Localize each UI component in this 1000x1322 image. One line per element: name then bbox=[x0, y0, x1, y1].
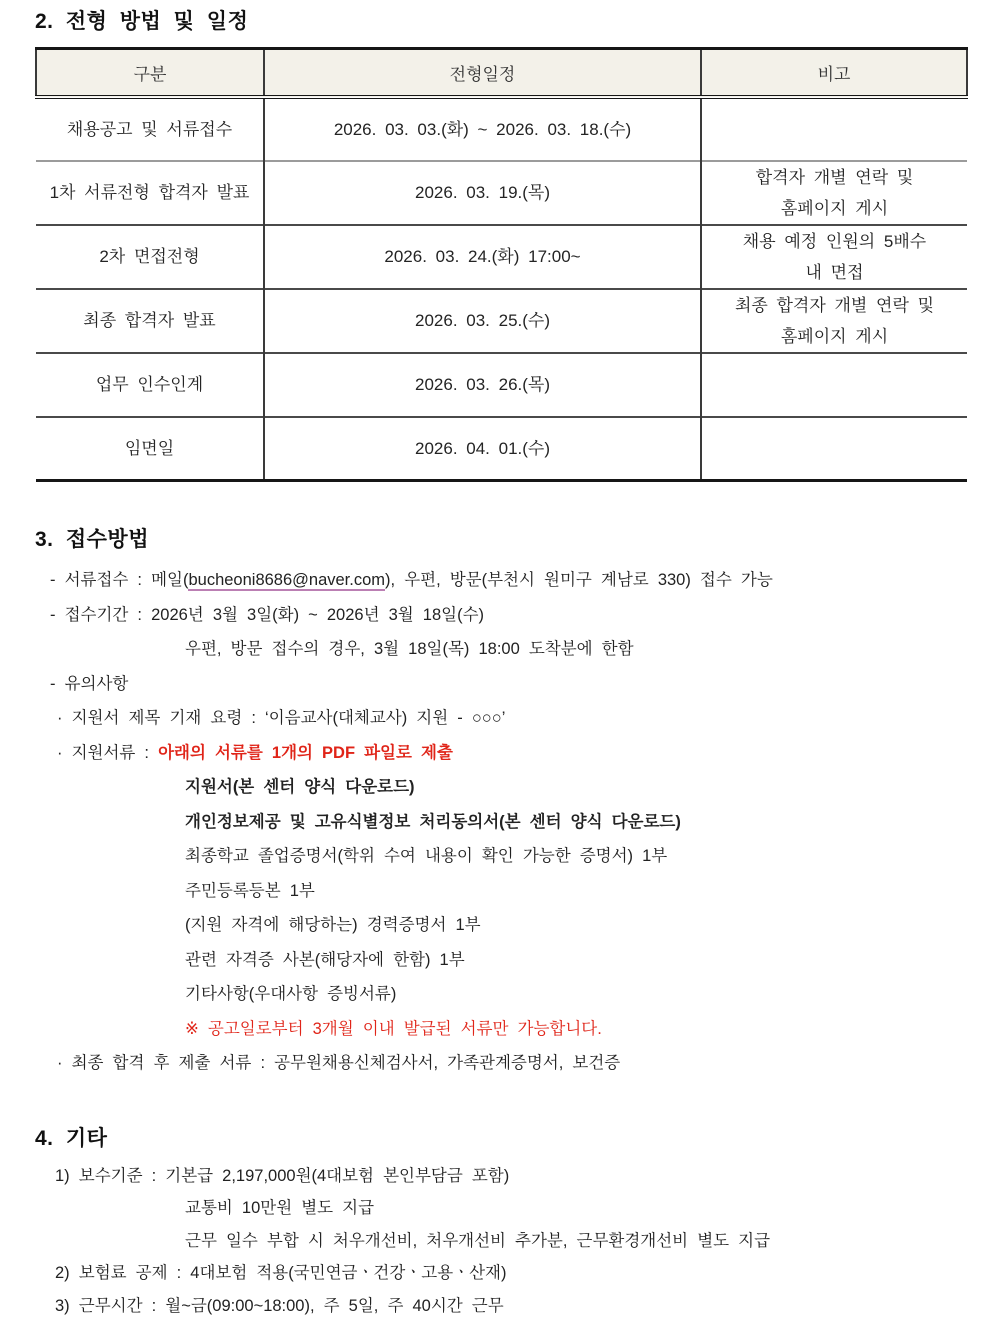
etc-item: 2) 보험료 공제 : 4대보험 적용(국민연금ㆍ건강ㆍ고용ㆍ산재) bbox=[35, 1257, 966, 1290]
doc-item: 주민등록등본 1부 bbox=[35, 874, 966, 909]
table-row bbox=[36, 161, 967, 225]
cell-schedule: 2026. 04. 01.(수) bbox=[264, 417, 701, 481]
col-header-category: 구분 bbox=[36, 49, 264, 97]
cell-note: 채용 예정 인원의 5배수 내 면접 bbox=[701, 225, 967, 289]
notice-label-line: - 유의사항 bbox=[35, 667, 966, 702]
etc-item: 1) 보수기준 : 기본급 2,197,000원(4대보험 본인부담금 포함) bbox=[35, 1160, 966, 1193]
doc-warning-line: ※ 공고일로부터 3개월 이내 발급된 서류만 가능합니다. bbox=[35, 1012, 966, 1047]
final-docs-line: · 최종 합격 후 제출 서류 : 공무원채용신체검사서, 가족관계증명서, 보건증 bbox=[35, 1046, 966, 1081]
table-header-row bbox=[36, 49, 967, 97]
receipt-method-line bbox=[35, 563, 966, 598]
receipt-prefix: - 서류접수 : 메일( bbox=[50, 571, 188, 589]
table-row bbox=[36, 289, 967, 353]
docs-highlight: 아래의 서류를 1개의 PDF 파일로 제출 bbox=[158, 744, 453, 762]
table-row bbox=[36, 97, 967, 161]
doc-item: (지원 자격에 해당하는) 경력증명서 1부 bbox=[35, 908, 966, 943]
etc-item-cont: 교통비 10만원 별도 지급 bbox=[35, 1192, 966, 1225]
cell-schedule: 2026. 03. 19.(목) bbox=[264, 161, 701, 225]
cell-schedule: 2026. 03. 26.(목) bbox=[264, 353, 701, 417]
title-guide-line: · 지원서 제목 기재 요령 : ‘이음교사(대체교사) 지원 - ○○○’ bbox=[35, 701, 966, 736]
cell-note bbox=[701, 417, 967, 481]
receipt-period-line: - 접수기간 : 2026년 3월 3일(화) ~ 2026년 3월 18일(수) bbox=[35, 598, 966, 633]
table-row bbox=[36, 353, 967, 417]
cell-note bbox=[701, 97, 967, 161]
cell-category: 2차 면접전형 bbox=[36, 225, 264, 289]
cell-note: 합격자 개별 연락 및 홈페이지 게시 bbox=[701, 161, 967, 225]
cell-schedule: 2026. 03. 03.(화) ~ 2026. 03. 18.(수) bbox=[264, 97, 701, 161]
doc-item: 관련 자격증 사본(해당자에 한함) 1부 bbox=[35, 943, 966, 978]
section-4-body bbox=[35, 1160, 966, 1322]
section-3-title: 3. 접수방법 bbox=[35, 526, 966, 554]
col-header-note: 비고 bbox=[701, 49, 967, 97]
table-row bbox=[36, 417, 967, 481]
docs-label: · 지원서류 : bbox=[57, 744, 158, 762]
section-2-title: 2. 전형 방법 및 일정 bbox=[35, 8, 966, 36]
doc-item: 기타사항(우대사항 증빙서류) bbox=[35, 977, 966, 1012]
schedule-table bbox=[35, 47, 968, 482]
section-3-body bbox=[35, 563, 966, 1081]
cell-schedule: 2026. 03. 25.(수) bbox=[264, 289, 701, 353]
etc-item: 3) 근무시간 : 월~금(09:00~18:00), 주 5일, 주 40시간 근무 bbox=[35, 1290, 966, 1322]
email-link[interactable]: bucheoni8686@naver.com bbox=[188, 571, 385, 591]
cell-note bbox=[701, 353, 967, 417]
cell-category: 1차 서류전형 합격자 발표 bbox=[36, 161, 264, 225]
receipt-suffix: ), 우편, 방문(부천시 원미구 계남로 330) 접수 가능 bbox=[385, 571, 773, 589]
etc-item-cont: 근무 일수 부합 시 처우개선비, 처우개선비 추가분, 근무환경개선비 별도 지급 bbox=[35, 1225, 966, 1258]
cell-category: 업무 인수인계 bbox=[36, 353, 264, 417]
section-4-title: 4. 기타 bbox=[35, 1125, 966, 1153]
cell-schedule: 2026. 03. 24.(화) 17:00~ bbox=[264, 225, 701, 289]
table-row bbox=[36, 225, 967, 289]
cell-note: 최종 합격자 개별 연락 및 홈페이지 게시 bbox=[701, 289, 967, 353]
doc-item: 지원서(본 센터 양식 다운로드) bbox=[35, 770, 966, 805]
doc-item: 개인정보제공 및 고유식별정보 처리동의서(본 센터 양식 다운로드) bbox=[35, 805, 966, 840]
receipt-period-note-line: 우편, 방문 접수의 경우, 3월 18일(목) 18:00 도착분에 한함 bbox=[35, 632, 966, 667]
docs-line bbox=[35, 736, 966, 771]
cell-category: 임면일 bbox=[36, 417, 264, 481]
cell-category: 채용공고 및 서류접수 bbox=[36, 97, 264, 161]
doc-item: 최종학교 졸업증명서(학위 수여 내용이 확인 가능한 증명서) 1부 bbox=[35, 839, 966, 874]
col-header-schedule: 전형일정 bbox=[264, 49, 701, 97]
cell-category: 최종 합격자 발표 bbox=[36, 289, 264, 353]
